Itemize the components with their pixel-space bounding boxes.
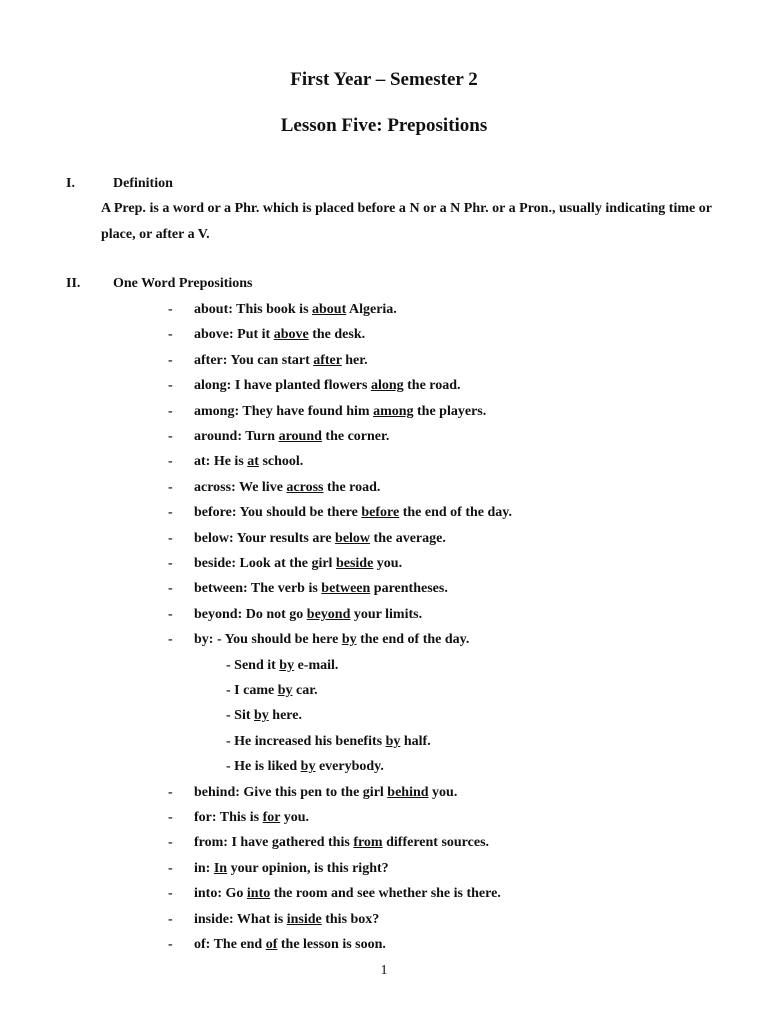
underlined-preposition: by [277,683,293,698]
sentence-text: your opinion, is this right? [227,860,389,876]
example-sentence [194,630,469,650]
list-dash: - [168,378,173,394]
example-sentence [194,376,461,396]
example-sentence [194,935,386,955]
example-sentence [194,427,389,447]
sentence-text: - He increased his benefits [226,733,386,749]
underlined-preposition: inside [286,911,322,927]
example-sentence [194,554,402,574]
sentence-text: - He is liked [226,759,301,775]
example-sentence [194,529,446,549]
sentence-text: the road. [403,378,461,394]
list-dash: - [168,302,173,317]
example-sentence [194,783,457,803]
underlined-preposition: from [353,835,383,851]
example-sentence [194,325,365,345]
underlined-preposition: by [341,632,357,648]
sentence-text: you. [373,556,403,571]
list-dash: - [168,327,173,343]
list-dash: - [168,911,173,927]
sentence-text: at: He is [194,454,248,470]
example-sentence [194,884,501,904]
list-dash: - [168,352,173,368]
sentence-text: of: The end [194,937,266,952]
example-sentence [226,681,318,701]
underlined-preposition: between [321,581,371,597]
underlined-preposition: In [213,860,228,876]
list-dash: - [168,860,173,876]
list-dash: - [168,505,173,521]
sentence-text: behind: Give this pen to the girl [194,784,388,800]
example-sentence [194,833,489,853]
sentence-text: the lesson is soon. [277,937,386,952]
example-sentence [194,478,380,498]
underlined-preposition: about [312,302,347,317]
underlined-preposition: below [335,530,371,546]
section-number: II. [66,276,81,291]
sentence-text: beside: Look at the girl [194,556,336,571]
underlined-preposition: above [273,327,309,343]
example-sentence [194,859,389,879]
underlined-preposition: of [265,937,278,952]
sentence-text: different sources. [382,835,490,851]
underlined-preposition: beyond [306,606,351,622]
underlined-preposition: at [247,454,259,470]
example-sentence [194,579,448,599]
page-number: 1 [380,963,388,978]
sentence-text: before: You should be there [194,505,362,521]
sentence-text: the corner. [321,429,390,444]
sentence-text: you. [280,810,310,825]
underlined-preposition: around [278,429,322,444]
example-sentence [194,910,379,930]
sentence-text: you. [428,784,458,800]
list-dash: - [168,784,173,800]
sentence-text: around: Turn [194,429,279,444]
sentence-text: after: You can start [194,352,314,368]
sentence-text: inside: What is [194,911,287,927]
underlined-preposition: behind [387,784,429,800]
sentence-text: the road. [323,479,381,495]
sentence-text: into: Go [194,886,247,902]
sentence-text: by: - You should be here [194,632,342,648]
section-heading: One Word Prepositions [113,276,253,291]
underlined-preposition: by [300,759,316,775]
section-number: I. [66,176,75,191]
sentence-text: this box? [321,911,380,927]
underlined-preposition: into [246,886,271,902]
underlined-preposition: by [254,708,269,724]
sentence-text: e-mail. [294,657,339,673]
underlined-preposition: by [279,657,295,673]
underlined-preposition: among [373,403,414,419]
list-dash: - [168,835,173,851]
lesson-title: Lesson Five: Prepositions [280,115,488,136]
example-sentence [194,808,309,828]
example-sentence [194,503,512,523]
section-heading: Definition [113,176,173,191]
list-dash: - [168,810,173,825]
sentence-text: everybody. [315,759,384,775]
document-title: First Year – Semester 2 [290,69,478,90]
example-sentence [226,757,384,777]
example-sentence [226,706,302,726]
example-sentence [194,402,486,422]
sentence-text: the end of the day. [356,632,470,648]
sentence-text: her. [341,352,368,368]
list-dash: - [168,581,173,597]
sentence-text: - I came [226,683,278,698]
underlined-preposition: beside [335,556,374,571]
example-sentence [194,605,422,625]
definition-paragraph: A Prep. is a word or a Phr. which is placed before a N or a N Phr. or a Pron., usually indicating time or place, or after a V. [101,201,712,242]
sentence-text: the room and see whether she is there. [270,886,501,902]
sentence-text: in: [194,860,214,876]
example-sentence [226,656,338,676]
example-sentence [194,351,368,371]
sentence-text: car. [292,683,318,698]
list-dash: - [168,556,173,571]
sentence-text: parentheses. [370,581,448,597]
list-dash: - [168,479,173,495]
sentence-text: Algeria. [346,302,397,317]
sentence-text: the end of the day. [399,505,512,521]
list-dash: - [168,632,173,648]
sentence-text: along: I have planted flowers [194,378,371,394]
sentence-text: the players. [413,403,487,419]
sentence-text: here. [268,708,302,724]
sentence-text: between: The verb is [194,581,322,597]
sentence-text: half. [400,733,431,749]
sentence-text: from: I have gathered this [194,835,354,851]
sentence-text: for: This is [194,810,263,825]
list-dash: - [168,454,173,470]
underlined-preposition: for [262,810,281,825]
sentence-text: - Sit [226,708,254,724]
underlined-preposition: after [313,352,342,368]
sentence-text: the average. [370,530,446,546]
underlined-preposition: before [361,505,400,521]
sentence-text: your limits. [350,606,423,622]
list-dash: - [168,429,173,444]
underlined-preposition: along [370,378,404,394]
sentence-text: about: This book is [194,302,313,317]
sentence-text: the desk. [308,327,366,343]
example-sentence [194,300,397,320]
list-dash: - [168,886,173,902]
list-dash: - [168,606,173,622]
sentence-text: among: They have found him [194,403,374,419]
list-dash: - [168,530,173,546]
sentence-text: school. [258,454,304,470]
sentence-text: below: Your results are [194,530,336,546]
sentence-text: across: We live [194,479,287,495]
example-sentence [226,732,431,752]
sentence-text: beyond: Do not go [194,606,307,622]
example-sentence [194,452,303,472]
underlined-preposition: by [385,733,401,749]
sentence-text: - Send it [226,657,280,673]
list-dash: - [168,403,173,419]
list-dash: - [168,937,173,952]
sentence-text: above: Put it [194,327,274,343]
underlined-preposition: across [286,479,324,495]
